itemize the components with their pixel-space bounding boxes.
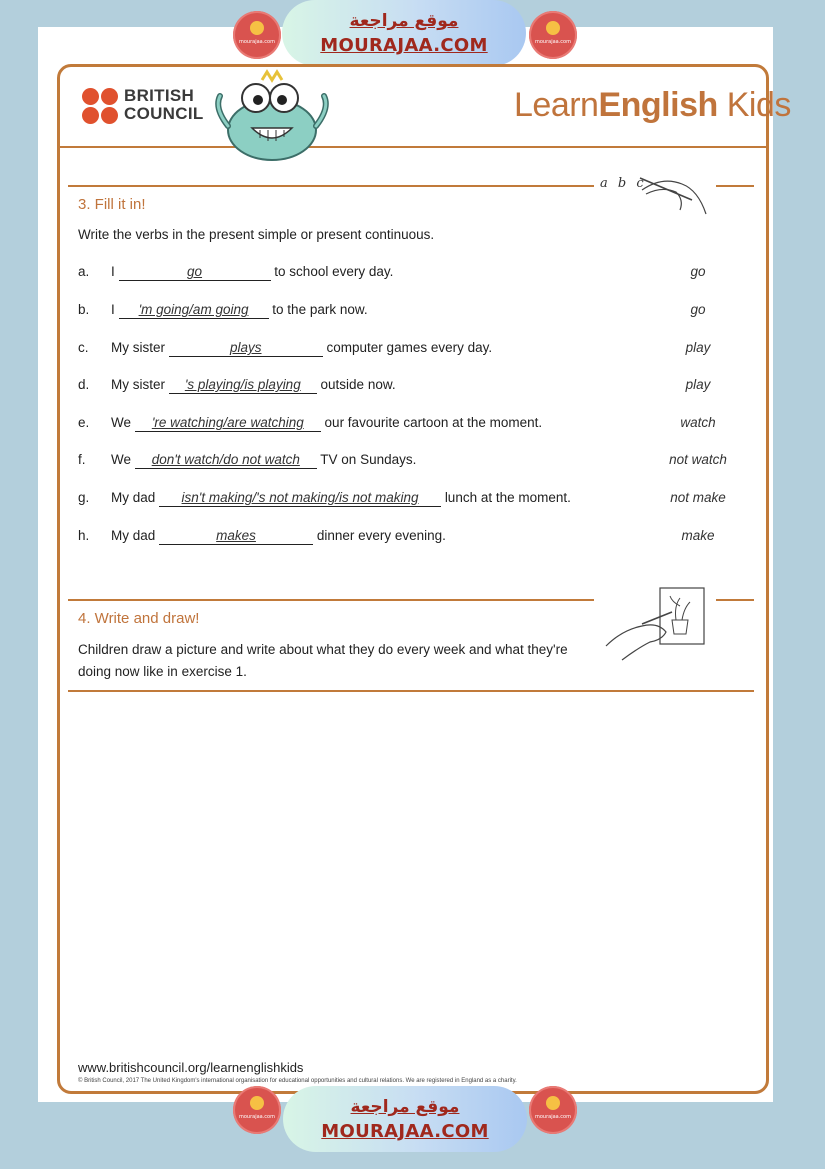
section3-rule-left	[68, 185, 594, 187]
answer-c[interactable]: plays	[230, 340, 262, 355]
exercise-row-h: h. My dad makes dinner every evening. make	[78, 528, 758, 548]
section4-rule-left	[68, 599, 594, 601]
hint-g: not make	[670, 490, 726, 505]
header-divider	[57, 146, 769, 148]
watermark-latin: MOURAJAA.COM	[320, 35, 488, 56]
bc-line-2: COUNCIL	[124, 104, 204, 123]
answer-a[interactable]: go	[187, 264, 203, 279]
exercise-row-c: c. My sister plays computer games every day. play	[78, 340, 758, 360]
hint-a: go	[690, 264, 706, 279]
watermark-badge-left-bottom: mourajaa.com	[233, 1086, 281, 1134]
exercise-row-d: d. My sister 's playing/is playing outside now. play	[78, 377, 758, 397]
section3-instruction: Write the verbs in the present simple or present continuous.	[78, 227, 435, 242]
bc-dots-icon	[82, 88, 120, 126]
section3-rule-right	[716, 185, 754, 187]
watermark-arabic-bottom: موقع مراجعة	[350, 1097, 460, 1117]
drawing-hand-icon	[602, 586, 708, 664]
watermark-arabic: موقع مراجعة	[349, 11, 459, 31]
hint-h: make	[681, 528, 715, 543]
exercise-row-b: b. I 'm going/am going to the park now. go	[78, 302, 758, 322]
monster-mascot-icon	[212, 68, 332, 168]
section4-title: 4. Write and draw!	[78, 610, 200, 627]
footer-copyright: © British Council, 2017 The United Kingdom's international organisation for educational opportunities and cultural relations. We are registered in England as a charity.	[78, 1078, 517, 1084]
watermark-banner-bottom[interactable]	[283, 1086, 527, 1152]
exercise-row-e: e. We 're watching/are watching our favourite cartoon at the moment. watch	[78, 415, 758, 435]
watermark-badge-right: mourajaa.com	[529, 11, 577, 59]
exercise-row-a: a. I go to school every day. go	[78, 264, 758, 284]
answer-e[interactable]: 're watching/are watching	[151, 415, 304, 430]
abc-label: a b c	[600, 176, 647, 191]
section4-bottom-rule	[68, 690, 754, 692]
footer-url-link[interactable]: www.britishcouncil.org/learnenglishkids	[78, 1060, 304, 1075]
answer-d[interactable]: 's playing/is playing	[184, 377, 301, 392]
watermark-badge-right-bottom: mourajaa.com	[529, 1086, 577, 1134]
answer-f[interactable]: don't watch/do not watch	[151, 452, 300, 467]
section3-title: 3. Fill it in!	[78, 196, 146, 213]
watermark-latin-bottom: MOURAJAA.COM	[321, 1121, 489, 1142]
watermark-badge-left: mourajaa.com	[233, 11, 281, 59]
bc-line-1: BRITISH	[124, 86, 195, 105]
answer-h[interactable]: makes	[216, 528, 256, 543]
answer-b[interactable]: 'm going/am going	[138, 302, 249, 317]
exercise-row-g: g. My dad isn't making/'s not making/is not making lunch at the moment. not make	[78, 490, 758, 510]
hint-c: play	[685, 340, 711, 355]
exercise-row-f: f. We don't watch/do not watch TV on Sundays. not watch	[78, 452, 758, 472]
answer-g[interactable]: isn't making/'s not making/is not making	[181, 490, 419, 505]
hint-b: go	[690, 302, 706, 317]
learnenglish-kids-logo: LearnEnglish Kids	[514, 86, 791, 124]
hint-f: not watch	[669, 452, 727, 467]
section4-rule-right	[716, 599, 754, 601]
section4-text: Children draw a picture and write about what they do every week and what they're doing now like in exercise 1.	[78, 642, 568, 679]
writing-hand-icon	[632, 170, 712, 226]
watermark-banner-top[interactable]	[282, 0, 526, 66]
hint-e: watch	[680, 415, 716, 430]
hint-d: play	[685, 377, 711, 392]
